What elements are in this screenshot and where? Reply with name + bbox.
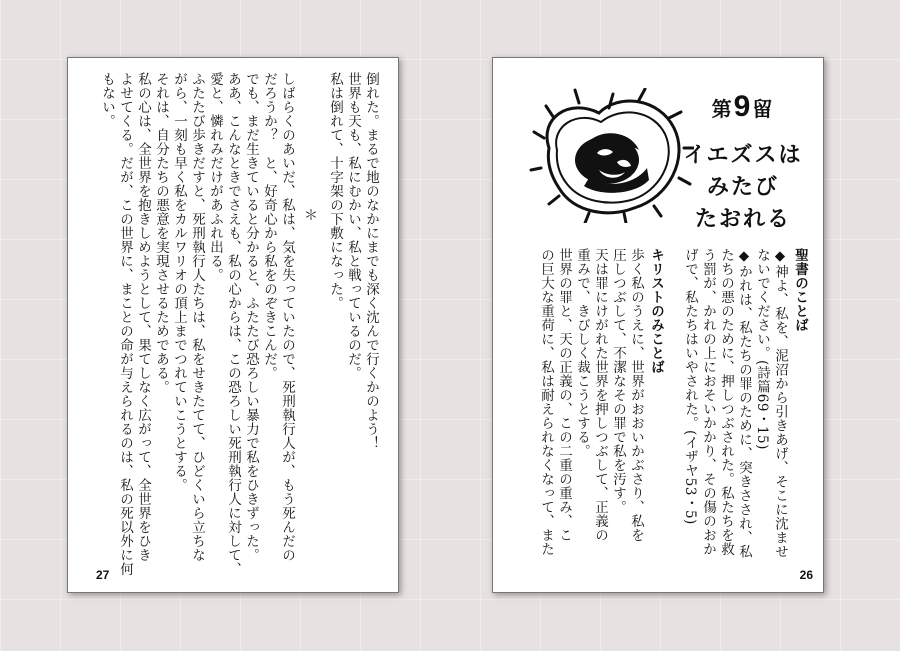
scripture-line-3: ◆かれは、私たちの罪のために、突きさされ、私 — [736, 248, 752, 559]
scripture-line-6: げで、私たちはいやされた。(イザヤ53・5) — [682, 248, 698, 525]
christ-line-4: 重みで、きびしく裁こうとする。 — [574, 248, 590, 458]
left-text-col-9: 愛と、憐れみだけがあふれ出る。 — [207, 72, 223, 282]
christ-line-6: の巨大な重荷に、私は耐えられなくなって、また — [538, 248, 554, 556]
left-text-col-12: それは、自分たちの悪意を実現させるためである。 — [153, 72, 169, 394]
left-text-col-3: 私は倒れて、十字架の下敷になった。 — [327, 72, 343, 310]
scripture-heading: 聖書のことば — [793, 248, 808, 332]
christ-line-1: 歩く私のうえに、世界がおおいかぶさり、私を — [628, 248, 644, 542]
left-text-col-8: ああ、こんなときでさえも、私の心からは、この恐ろしい死刑執行人に対して、 — [225, 72, 241, 576]
scripture-line-2: ないでください。(詩篇69・15) — [754, 248, 770, 450]
christ-words-heading: キリストのみことば — [649, 248, 664, 374]
left-text-col-6: だろうか？ と、好奇心から私をのぞきこんだ。 — [261, 72, 277, 380]
station-number: 9 — [733, 90, 753, 123]
left-page — [67, 57, 399, 593]
christ-line-2: 圧しつぶして、不潔なその罪で私を汚す。 — [610, 248, 626, 514]
scripture-line-5: う罰が、かれの上におそいかかり、その傷のおか — [700, 248, 716, 556]
left-text-col-15: もない。 — [99, 72, 115, 128]
left-text-col-7: でも、まだ生きていると分かると、ふたたび恐ろしい暴力で私をひきずった。 — [243, 72, 259, 562]
section-asterisk: ＊ — [302, 208, 318, 223]
station-suffix: 留 — [752, 99, 775, 121]
left-text-col-13: 私の心は、全世界を抱きしめようとして、果てしなく広がって、全世界をひき — [135, 72, 151, 562]
left-text-col-5: しばらくのあいだ、私は、気を失っていたので、死刑執行人が、もう死んだの — [279, 72, 295, 562]
scripture-line-4: たちの悪のために、押しつぶされた。私たちを救 — [718, 248, 734, 556]
christ-line-3: 天は罪にけがれた世界を押しつぶして、正義の — [592, 248, 608, 542]
station-prefix: 第 — [711, 99, 734, 121]
left-text-col-10: ふたたび歩きだすと、死刑執行人たちは、私をせきたてて、ひどくいら立ちな — [189, 72, 205, 562]
title-line-2: みたび — [706, 174, 779, 199]
left-text-col-2: 世界も天も、私にむかい、私と戦っているのだ。 — [345, 72, 361, 380]
title-line-1: イエズスは — [683, 142, 803, 167]
christ-line-5: 世界の罪と、天の正義の、この二重の重み、こ — [556, 248, 572, 542]
scripture-line-1: ◆神よ、私を、泥沼から引きあげ、そこに沈ませ — [772, 248, 788, 559]
left-text-col-1: 倒れた。まるで地のなかにまでも深く沈んで行くかのよう！ — [363, 72, 379, 450]
left-text-col-14: よせてくる。だが、この世界に、まことの命が与えられるのは、私の死以外に何 — [117, 72, 133, 576]
page-number-right: 26 — [799, 568, 813, 582]
station-heading — [663, 90, 823, 124]
right-page — [492, 57, 824, 593]
left-text-col-11: がら、一刻も早く私をカルワリオの頂上までつれていこうとする。 — [171, 72, 187, 492]
title-line-3: たおれる — [694, 206, 791, 231]
page-number-left: 27 — [96, 568, 110, 582]
